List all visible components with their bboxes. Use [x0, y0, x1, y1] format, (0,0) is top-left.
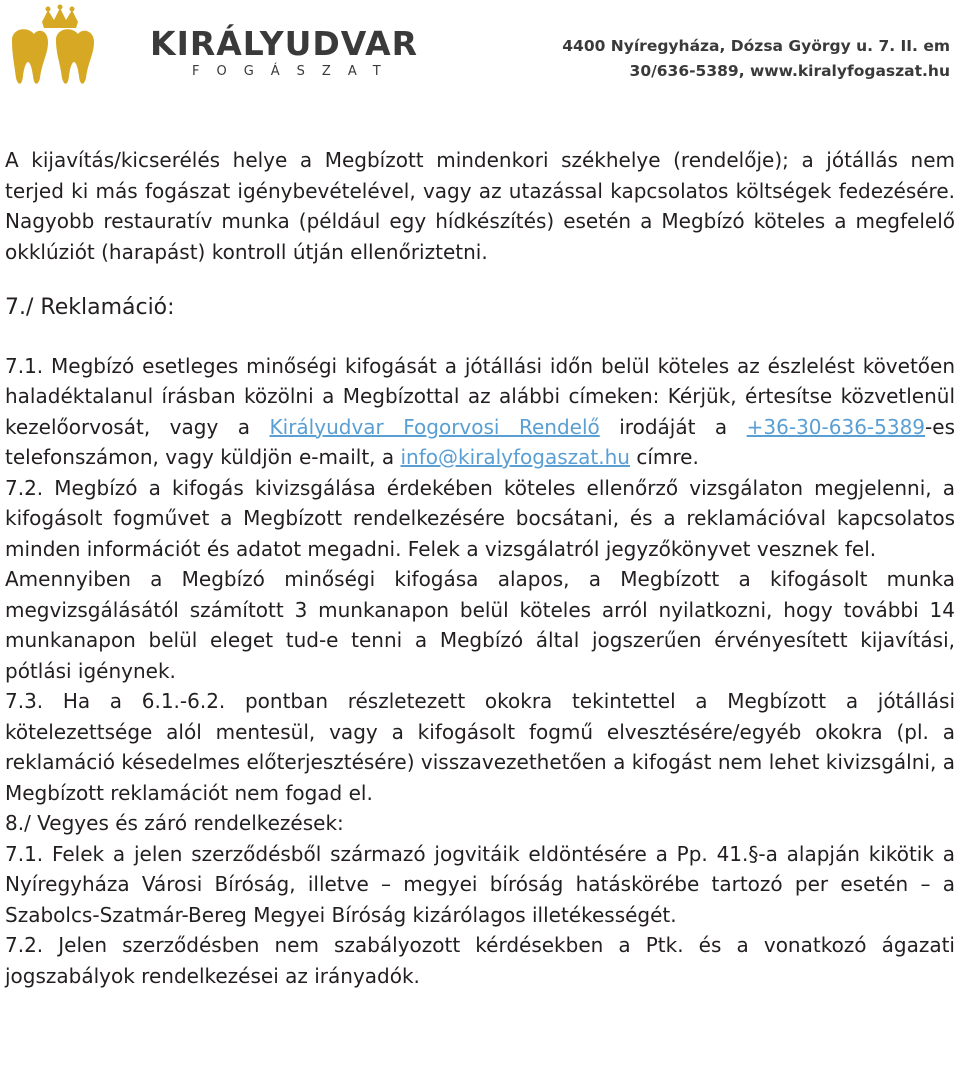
text-segment: címre.: [629, 445, 699, 469]
crown-tooth-logo-icon: [8, 4, 100, 88]
clinic-link[interactable]: Királyudvar Fogorvosi Rendelő: [269, 414, 600, 439]
logo-subtitle: FOGÁSZAT: [192, 64, 398, 79]
contact-block: [562, 34, 950, 84]
paragraph-7-2-continued: Amennyiben a Megbízó minőségi kifogása alapos, a Megbízott a kifogásolt munka megvizsgálásától számított 3 munkanapon belül köteles arról nyilatkozni, hogy további 14 munkanapon belül eleget tud-e tenni a Megbízó által jogszerűen érvényesített kijavítási, pótlási igénynek.: [5, 567, 955, 683]
section-heading-final-provisions: 8./ Vegyes és záró rendelkezések:: [5, 811, 344, 835]
document-body: [5, 145, 955, 991]
paragraph-7-2: 7.2. Megbízó a kifogás kivizsgálása érdekében köteles ellenőrző vizsgálaton megjelenni, a kifogásolt fogművet a Megbízott rendelkezésére bocsátani, és a reklamációval kapcsolatos minden információt és adatot megadni. Felek a vizsgálatról jegyzőkönyvet vesznek fel.: [5, 475, 955, 561]
paragraph-8-1: 7.1. Felek a jelen szerződésből származó jogvitáik eldöntésére a Pp. 41.§-a alapján kikötik a Nyíregyháza Városi Bíróság, illetve – megyei bíróság hatáskörébe tartozó per esetén – a Szabolcs-Szatmár-Bereg Megyei Bíróság kizárólagos illetékességét.: [5, 841, 955, 927]
text-segment: 7.1. Megbízó esetleges minőségi kifogását a jótállási időn belül köteles az észlelést követően haladéktalanul írásban közölni a Megbízottal az alábbi címeken: Kérjük, értesítse közvetlenül kezelőorvosát, vagy a: [5, 353, 955, 439]
text-segment: -es telefonszámon, vagy küldjön e-mailt, a: [5, 414, 955, 469]
paragraph-warranty-location: A kijavítás/kicserélés helye a Megbízott mindenkori székhelye (rendelője); a jótállás nem terjed ki más fogászat igénybevételével, vagy az utazással kapcsolatos költségek fedezésére. Nagyobb restauratív munka (például egy hídkészítés) esetén a Megbízó köteles a megfelelő okklúziót (harapást) kontroll útján ellenőriztetni.: [5, 148, 955, 264]
email-link[interactable]: info@kiralyfogaszat.hu: [400, 445, 630, 469]
paragraph-7-1: [5, 351, 955, 473]
letterhead: [0, 0, 960, 100]
phone-web-line: 30/636-5389, www.kiralyfogaszat.hu: [629, 62, 950, 80]
paragraph-8-2: 7.2. Jelen szerződésben nem szabályozott kérdésekben a Ptk. és a vonatkozó ágazati jogszabályok rendelkezései az irányadók.: [5, 933, 955, 988]
logo-name: KIRÁLYUDVAR: [150, 24, 419, 63]
text-segment: irodáját a: [599, 414, 747, 439]
paragraph-7-3: 7.3. Ha a 6.1.-6.2. pontban részletezett okokra tekintettel a Megbízott a jótállási kötelezettsége alól mentesül, vagy a kifogásolt fogmű elvesztésére/egyéb okokra (pl. a reklamáció késedelmes előterjesztésére) visszavezethetően a kifogást nem lehet kivizsgálni, a Megbízott reklamációt nem fogad el.: [5, 689, 955, 805]
section-heading-complaints: 7./ Reklamáció:: [5, 295, 175, 320]
phone-link[interactable]: +36-30-636-5389: [746, 414, 926, 439]
address-line: 4400 Nyíregyháza, Dózsa György u. 7. II. em: [562, 37, 950, 55]
